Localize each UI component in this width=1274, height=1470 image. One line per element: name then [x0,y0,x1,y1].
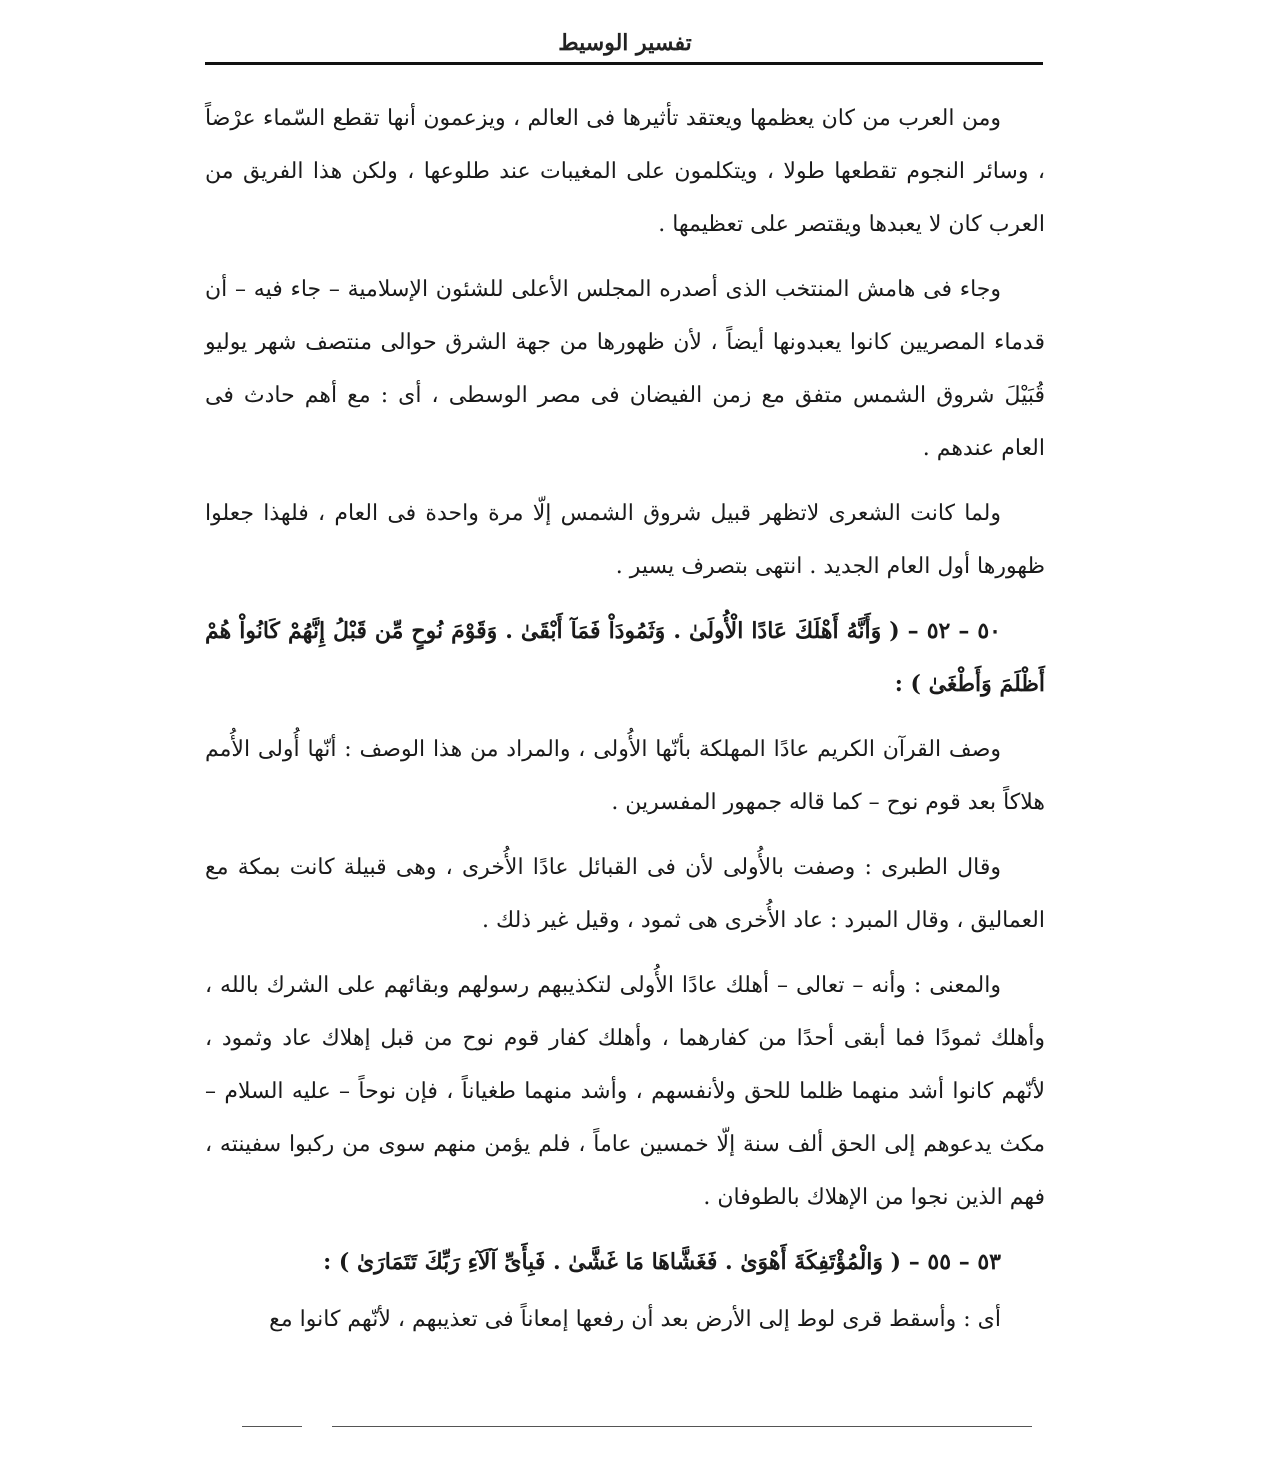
verse-53-55: ٥٣ – ٥٥ – ( وَالْمُؤْتَفِكَةَ أَهْوَىٰ . فَغَشَّاهَا مَا غَشَّىٰ . فَبِأَىِّ آلَآءِ رَبِّكَ تَتَمَارَىٰ ) : [323,1249,1001,1275]
paragraph-egyptians: وجاء فى هامش المنتخب الذى أصدره المجلس الأعلى للشئون الإسلامية – جاء فيه – أن قدماء المصريين كانوا يعبدونها أيضاً ، لأن ظهورها من جهة الشرق حوالى منتصف شهر يوليو قُبَيْلَ شروق الشمس متفق مع زمن الفيضان فى مصر الوسطى ، أى : مع أهم حادث فى العام عندهم . [205,277,1045,461]
footer-rule-long [332,1426,1032,1427]
verse-50-52: ٥٠ – ٥٢ – ( وَأَنَّهُ أَهْلَكَ عَادًا الْأُولَىٰ . وَثَمُودَاْ فَمَآ أَبْقَىٰ . وَقَوْمَ نُوحٍ مِّن قَبْلُ إِنَّهُمْ كَانُواْ هُمْ أَظْلَمَ وَأَطْغَىٰ ) : [205,618,1045,697]
paragraph-tabari: وقال الطبرى : وصفت بالأُولى لأن فى القبائل عادًا الأُخرى ، وهى قبيلة كانت بمكة مع العماليق ، وقال المبرد : عاد الأُخرى هى ثمود ، وقيل غير ذلك . [205,855,1045,933]
header-rule [205,62,1043,65]
paragraph-sirius-arabs: ومن العرب من كان يعظمها ويعتقد تأثيرها فى العالم ، ويزعمون أنها تقطع السّماء عرْضاً ، وسائر النجوم تقطعها طولا ، ويتكلمون على المغيبات عند طلوعها ، ولكن هذا الفريق من العرب كان لا يعبدها ويقتصر على تعظيمها . [205,106,1045,237]
paragraph-new-year: ولما كانت الشعرى لاتظهر قبيل شروق الشمس إلّا مرة واحدة فى العام ، فلهذا جعلوا ظهورها أول العام الجديد . انتهى بتصرف يسير . [205,501,1045,579]
footer-rule-short [242,1426,302,1427]
paragraph-ad-description: وصف القرآن الكريم عادًا المهلكة بأنّها الأُولى ، والمراد من هذا الوصف : أنّها أُولى الأُمم هلاكاً بعد قوم نوح – كما قاله جمهور المفسرين . [205,737,1045,815]
paragraph-meaning: والمعنى : وأنه – تعالى – أهلك عادًا الأُولى لتكذيبهم رسولهم وبقائهم على الشرك بالله ، وأهلك ثمودًا فما أبقى أحدًا من كفارهما ، وأهلك كفار قوم نوح من قبل إهلاك عاد وثمود ، لأنّهم كانوا أشد منهما ظلما للحق ولأنفسهم ، وأشد منهما طغياناً ، فإن نوحاً – عليه السلام – مكث يدعوهم إلى الحق ألف سنة إلّا خمسين عاماً ، فلم يؤمن منهم سوى من ركبوا سفينته ، فهم الذين نجوا من الإهلاك بالطوفان . [205,973,1045,1210]
running-header-title: تفسير الوسيط [558,30,692,56]
paragraph-lot: أى : وأسقط قرى لوط إلى الأرض بعد أن رفعها إمعاناً فى تعذيبهم ، لأنّهم كانوا مع [269,1307,1001,1332]
body-text [205,92,1045,1358]
